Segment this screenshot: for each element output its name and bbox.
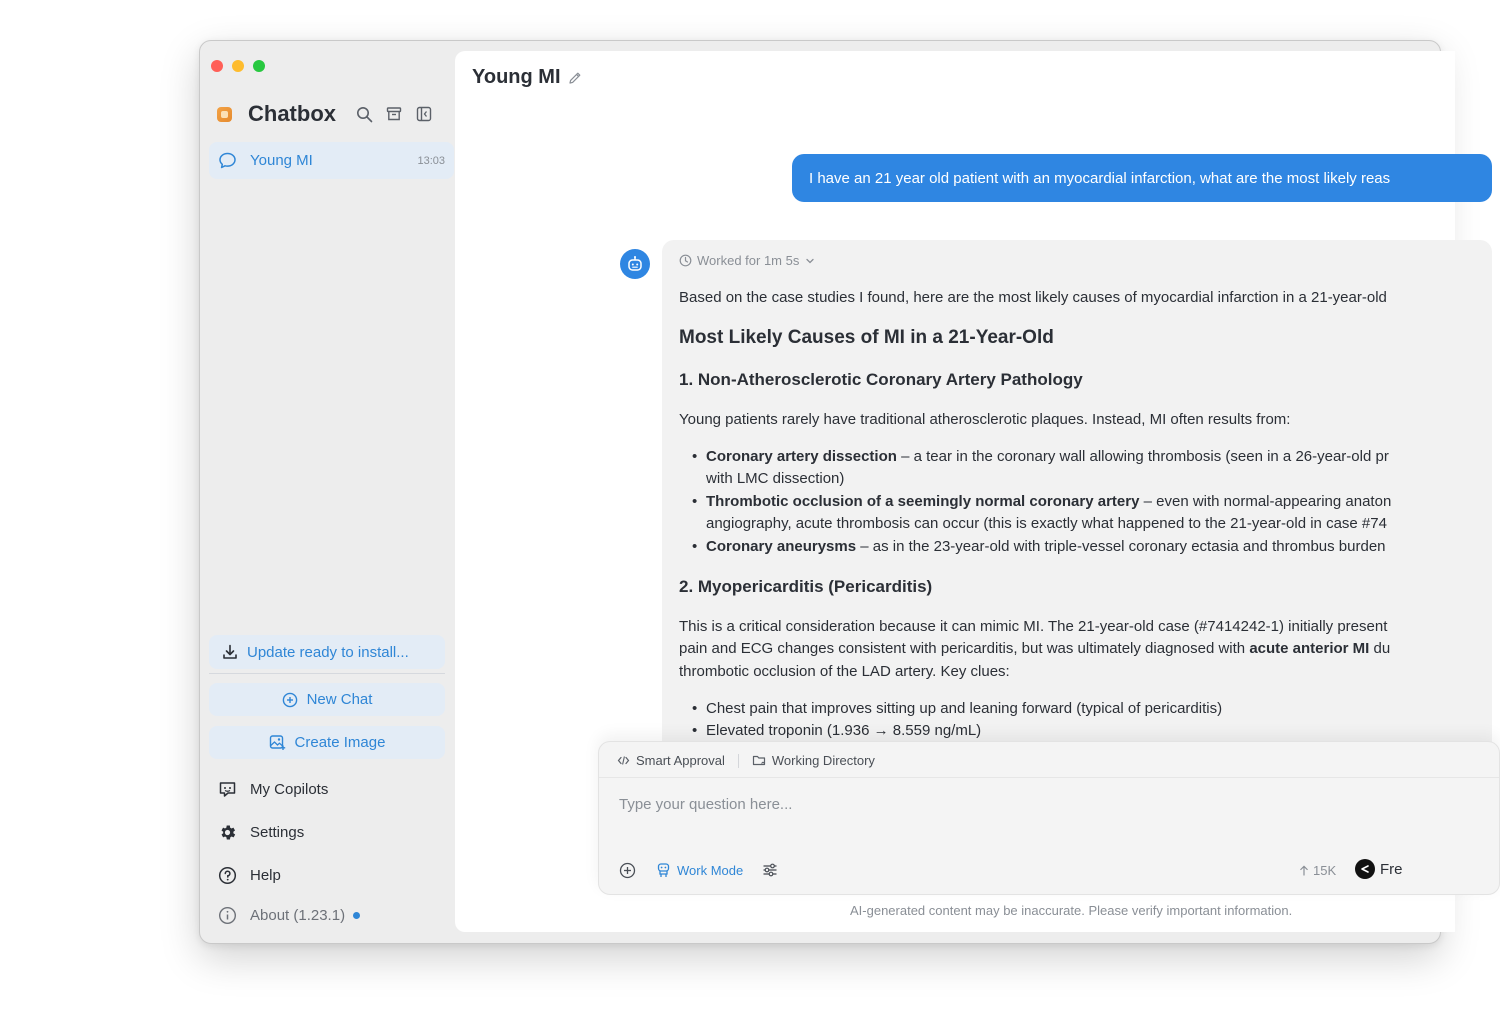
section-2-title: 2. Myopericarditis (Pericarditis) [679, 577, 933, 596]
smart-approval-toggle[interactable] [617, 753, 725, 768]
composer-divider [599, 777, 1499, 778]
paragraph-text: pain and ECG changes consistent with pericarditis, but was ultimately diagnosed with [679, 640, 1250, 657]
settings-link[interactable] [217, 822, 304, 842]
section-1-intro: Young patients rarely have traditional atherosclerotic plaques. Instead, MI often results from: [679, 411, 1291, 428]
help-circle-icon [217, 865, 237, 885]
list-item-text: – as in the 23-year-old with triple-vessel coronary ectasia and thrombus burden [856, 538, 1386, 555]
download-icon [222, 644, 238, 660]
app-name: Chatbox [248, 101, 336, 126]
section-2-paragraph-line: thrombotic occlusion of the LAD artery. Key clues: [679, 663, 1010, 680]
chevron-down-icon [805, 256, 815, 266]
assistant-message [662, 240, 1492, 820]
working-directory-label: Working Directory [771, 753, 875, 768]
chatbox-logo-icon [217, 107, 232, 122]
sidebar-item-young-mi[interactable] [209, 142, 454, 179]
user-message: I have an 21 year old patient with an myocardial infarction, what are the most likely reas [792, 154, 1492, 202]
chat-bubble-icon [218, 151, 238, 171]
sidebar-tools [355, 105, 433, 123]
chat-title: Young MI [472, 66, 561, 88]
model-logo-icon [1355, 859, 1375, 879]
list-item: • Elevated troponin (1.936 → 8.559 ng/mL) [706, 722, 981, 739]
help-link[interactable] [217, 865, 281, 885]
paragraph-bold: acute anterior MI [1249, 640, 1370, 657]
gear-icon [217, 822, 237, 842]
list-item-text: – even with normal-appearing anaton [1139, 493, 1392, 510]
search-icon[interactable] [355, 105, 373, 123]
token-count-value: 15K [1313, 863, 1337, 878]
answer-heading: Most Likely Causes of MI in a 21-Year-Old [679, 327, 1054, 348]
paragraph-text: du [1369, 640, 1391, 657]
archive-icon[interactable] [385, 105, 403, 123]
list-item-continuation: angiography, acute thrombosis can occur (this is exactly what happened to the 21-year-old in case #74 [706, 515, 1387, 532]
worked-duration-toggle[interactable] [679, 253, 815, 268]
clock-icon [679, 254, 692, 267]
list-item-text: – a tear in the coronary wall allowing thrombosis (seen in a 26-year-old pr [896, 448, 1389, 465]
settings-label: Settings [250, 823, 305, 841]
list-item [706, 448, 1389, 465]
collapse-sidebar-icon[interactable] [415, 105, 433, 123]
app-window [199, 40, 1441, 944]
create-image-button[interactable] [209, 726, 445, 759]
arrow-up-icon [1299, 865, 1309, 876]
chat-panel [455, 51, 1455, 932]
section-2-paragraph-line [679, 640, 1390, 657]
composer-toolbar [617, 753, 875, 768]
close-window-button[interactable] [211, 60, 223, 72]
session-time: 13:03 [417, 154, 445, 167]
zoom-window-button[interactable] [253, 60, 265, 72]
about-label: About (1.23.1) [250, 906, 346, 924]
update-ready-button[interactable] [209, 635, 445, 669]
list-item: • Chest pain that improves sitting up and leaning forward (typical of pericarditis) [706, 700, 1222, 717]
sidebar-divider [209, 673, 445, 674]
smart-approval-label: Smart Approval [636, 753, 725, 768]
model-name: Fre [1380, 860, 1403, 878]
help-label: Help [250, 866, 281, 884]
create-image-label: Create Image [294, 734, 386, 751]
work-mode-button[interactable] [656, 862, 743, 878]
minimize-window-button[interactable] [232, 60, 244, 72]
about-link[interactable] [217, 905, 360, 925]
composer-actions [619, 861, 778, 879]
working-directory-button[interactable] [752, 753, 875, 768]
new-chat-label: New Chat [306, 691, 373, 708]
chat-header [472, 66, 583, 89]
list-item-bold: Coronary aneurysms [706, 538, 857, 555]
window-controls [211, 60, 265, 72]
my-copilots-link[interactable] [217, 779, 328, 799]
attach-plus-icon[interactable] [619, 861, 637, 879]
folder-icon [752, 754, 766, 767]
image-add-icon [269, 734, 286, 751]
answer-intro: Based on the case studies I found, here are the most likely causes of myocardial infarction in a 21-year-old [679, 289, 1387, 306]
list-item [706, 493, 1391, 510]
ai-disclaimer: AI-generated content may be inaccurate. Please verify important information. [850, 903, 1293, 918]
plus-circle-icon [282, 692, 298, 708]
section-2-paragraph-line: This is a critical consideration because it can mimic MI. The 21-year-old case (#7414242-1) initially present [679, 618, 1388, 635]
pencil-icon[interactable] [568, 70, 583, 85]
session-title: Young MI [250, 152, 313, 169]
list-item [706, 538, 1386, 555]
list-item-continuation: with LMC dissection) [706, 470, 845, 487]
section-1-title: 1. Non-Atherosclerotic Coronary Artery Pathology [679, 370, 1083, 389]
sliders-icon[interactable] [762, 862, 778, 878]
list-item-bold: Coronary artery dissection [706, 448, 897, 465]
update-label: Update ready to install... [247, 643, 409, 661]
toolbar-divider [738, 754, 739, 768]
message-input[interactable]: Type your question here... [619, 796, 793, 813]
my-copilots-label: My Copilots [250, 780, 329, 798]
work-mode-label: Work Mode [677, 862, 744, 878]
robot-mode-icon [656, 862, 671, 878]
worked-label: Worked for 1m 5s [697, 253, 800, 268]
message-composer [598, 741, 1500, 895]
robot-icon [626, 255, 644, 273]
new-chat-button[interactable] [209, 683, 445, 716]
assistant-avatar [620, 249, 650, 279]
token-count [1299, 863, 1336, 878]
model-selector[interactable] [1355, 859, 1403, 879]
code-icon [617, 754, 630, 767]
list-item-bold: Thrombotic occlusion of a seemingly normal coronary artery [706, 493, 1140, 510]
update-indicator-dot [353, 912, 360, 919]
app-brand [217, 101, 336, 127]
info-icon [217, 905, 237, 925]
copilot-icon [217, 779, 237, 799]
